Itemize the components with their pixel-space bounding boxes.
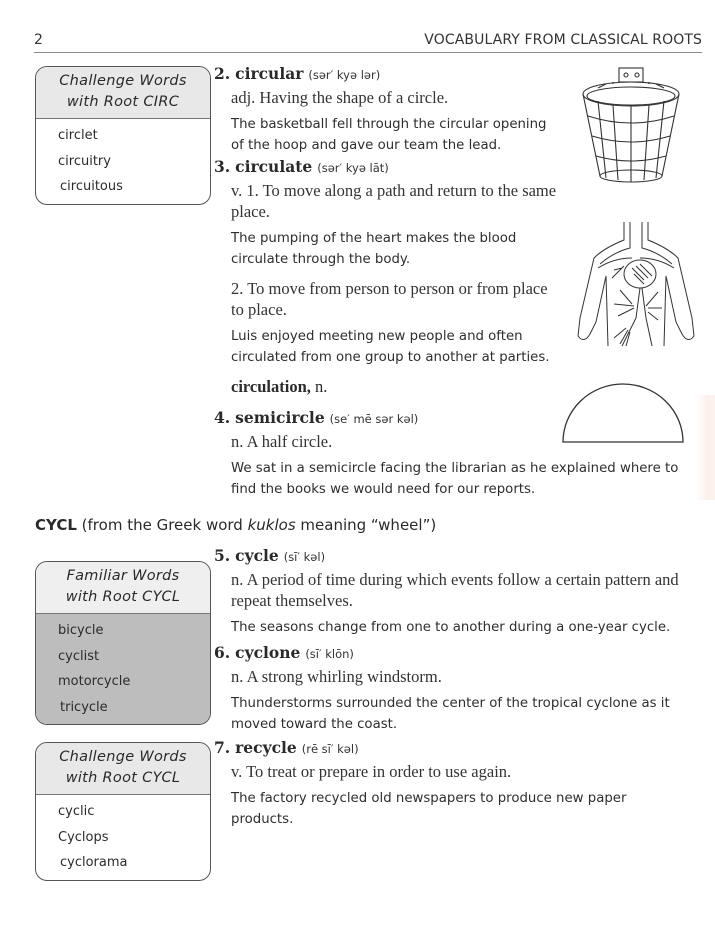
- pronunciation: (se′ mē sər kəl): [329, 412, 419, 426]
- headword: cyclone: [235, 643, 301, 662]
- pronunciation: (sī′ klōn): [305, 647, 354, 661]
- headword: semicircle: [235, 408, 325, 427]
- root-heading-cycl: CYCL (from the Greek word kuklos meaning “wheel”): [35, 516, 437, 534]
- definition: n. A period of time during which events follow a certain pattern and repeat themselves.: [231, 570, 679, 610]
- book-title: VOCABULARY FROM CLASSICAL ROOTS: [424, 32, 702, 48]
- list-item: cyclist: [58, 648, 100, 664]
- word-list: [36, 119, 210, 204]
- entry-recycle: [214, 738, 654, 830]
- page-edge-tint: [696, 395, 715, 500]
- entry-circular: [214, 64, 554, 156]
- derivative: circulation, n.: [231, 377, 328, 396]
- basketball-hoop-icon: [578, 66, 688, 184]
- pronunciation: (rē sī′ kəl): [301, 742, 359, 756]
- box-title: Challenge Words with Root CIRC: [36, 67, 210, 119]
- list-item: cyclorama: [60, 855, 128, 870]
- definition: n. A strong whirling windstorm.: [231, 667, 442, 686]
- circulatory-system-icon: [574, 218, 699, 350]
- headword: circular: [235, 64, 304, 83]
- headword: circulate: [235, 157, 313, 176]
- pronunciation: (sī′ kəl): [283, 550, 326, 564]
- definition: adj. Having the shape of a circle.: [231, 88, 449, 107]
- example-sentence: The factory recycled old newspapers to produce new paper products.: [231, 791, 627, 827]
- challenge-words-circ-box: [35, 66, 211, 205]
- list-item: tricycle: [60, 699, 108, 715]
- entry-cycle: [214, 546, 694, 638]
- pronunciation: (sər′ kyə lər): [308, 68, 381, 82]
- example-sentence: We sat in a semicircle facing the librarian as he explained where to find the books we would need for our reports.: [231, 461, 679, 497]
- page-number: 2: [34, 32, 43, 48]
- semicircle-icon: [560, 380, 686, 446]
- root: CYCL: [35, 516, 77, 534]
- box-title: Familiar Words with Root CYCL: [36, 562, 210, 614]
- entry-number: 7.: [214, 738, 231, 757]
- list-item: circuitous: [60, 179, 123, 194]
- entry-cyclone: [214, 643, 684, 735]
- list-item: motorcycle: [58, 674, 131, 689]
- definition: v. To treat or prepare in order to use again.: [231, 762, 512, 781]
- example-sentence: Thunderstorms surrounded the center of the tropical cyclone as it moved toward the coast.: [231, 696, 670, 732]
- definition-2: 2. To move from person to person or from place to place.: [231, 279, 548, 319]
- definition: n. A half circle.: [231, 432, 333, 451]
- origin-word: kuklos: [247, 516, 296, 534]
- entry-number: 6.: [214, 643, 231, 662]
- page-header: [34, 30, 702, 53]
- entry-number: 5.: [214, 546, 231, 565]
- word-list: [36, 614, 210, 724]
- headword: cycle: [235, 546, 279, 565]
- box-title: Challenge Words with Root CYCL: [36, 743, 210, 795]
- example-sentence-2: Luis enjoyed meeting new people and often circulated from one group to another at parties.: [231, 329, 550, 365]
- example-sentence: The basketball fell through the circular opening of the hoop and gave our team the lead.: [231, 117, 547, 153]
- definition: v. 1. To move along a path and return to the same place.: [231, 181, 557, 221]
- entry-number: 4.: [214, 408, 231, 427]
- familiar-words-cycl-box: [35, 561, 211, 725]
- headword: recycle: [235, 738, 297, 757]
- list-item: Cyclops: [58, 829, 109, 845]
- entry-number: 2.: [214, 64, 231, 83]
- example-sentence: The seasons change from one to another during a one-year cycle.: [231, 620, 671, 635]
- list-item: cyclic: [58, 804, 95, 819]
- list-item: bicycle: [58, 623, 104, 638]
- example-sentence: The pumping of the heart makes the blood circulate through the body.: [231, 231, 517, 267]
- entry-number: 3.: [214, 157, 231, 176]
- entry-circulate: [214, 157, 559, 397]
- word-list: [36, 795, 210, 880]
- list-item: circlet: [58, 128, 98, 143]
- list-item: circuitry: [58, 153, 111, 169]
- challenge-words-cycl-box: [35, 742, 211, 881]
- pronunciation: (sər′ kyə lāt): [317, 161, 389, 175]
